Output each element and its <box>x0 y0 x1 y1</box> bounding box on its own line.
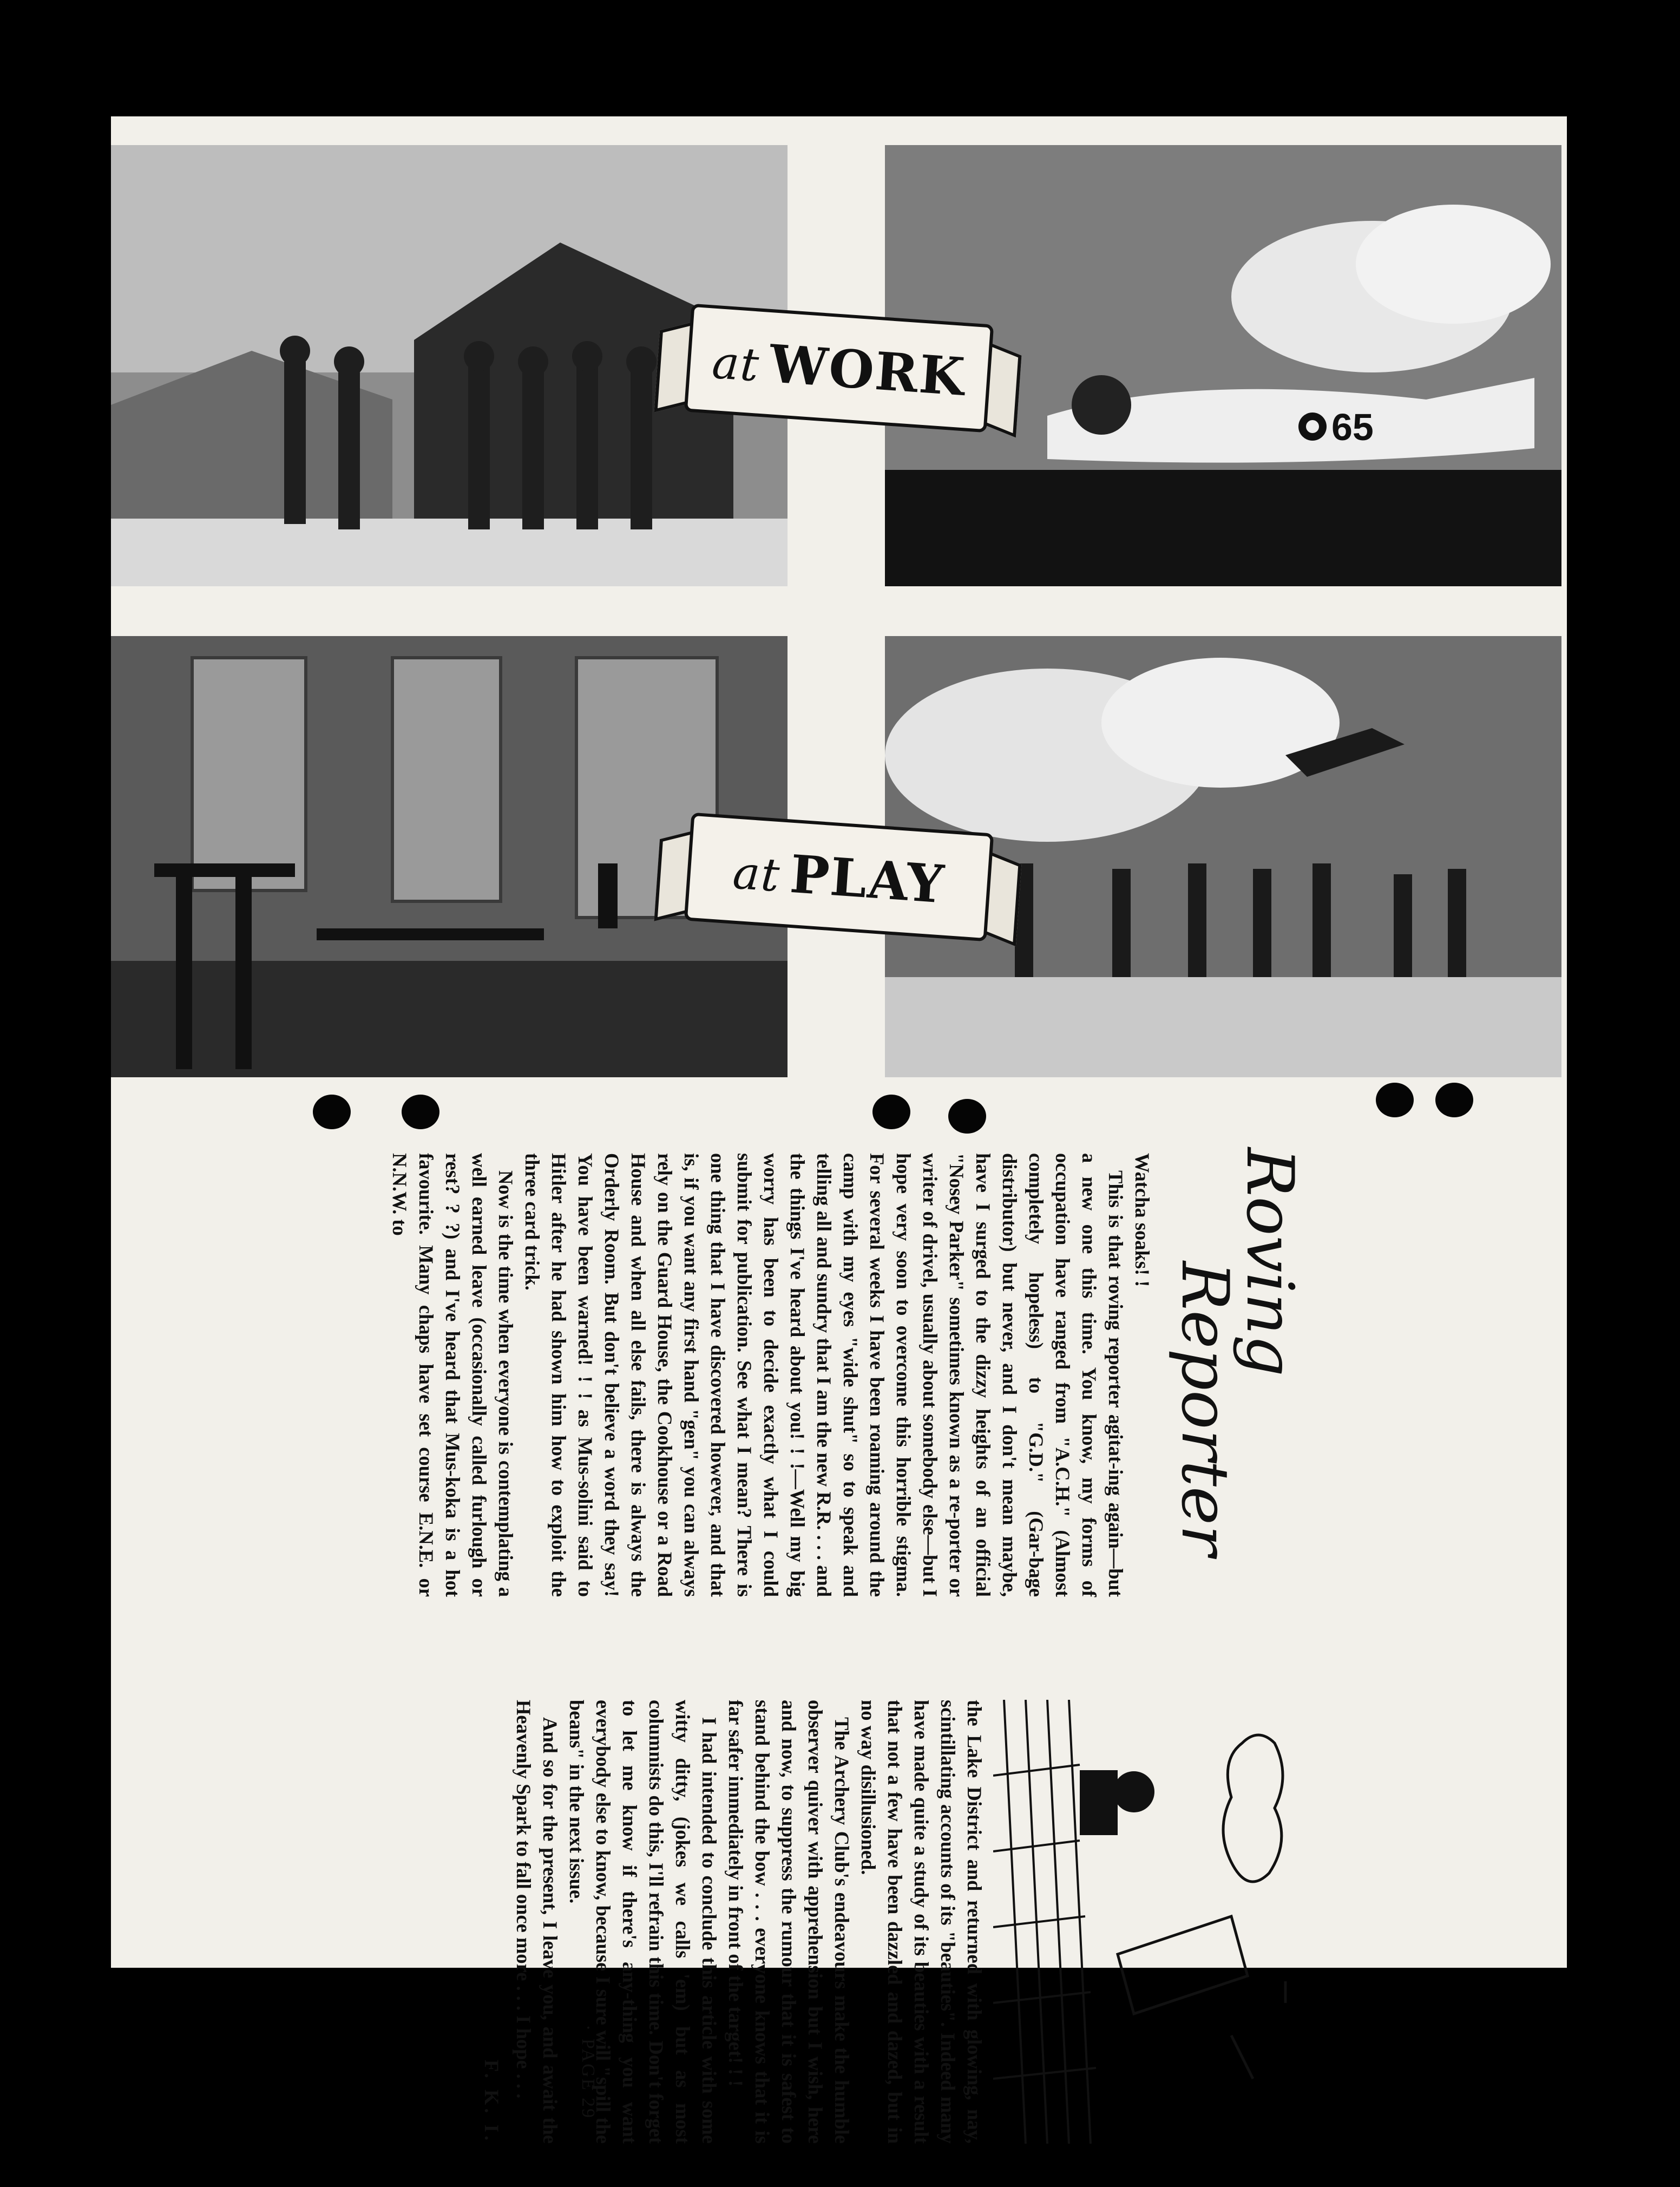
article-column-1 <box>386 1153 1156 1597</box>
banner-work-word: WORK <box>767 332 968 408</box>
binder-hole <box>872 1095 910 1129</box>
binder-hole <box>1435 1083 1473 1117</box>
banner-work-prefix: at <box>710 335 762 392</box>
paragraph: I had intended to conclude this article with some witty ditty, (jokes we calls 'em) but as most columnists do this, I'll refrain this time. Don't forget to let me know if there's any-thing you want everybody else to know, because I sure will "spill the beans" in the next issue. <box>566 1700 720 2144</box>
article-title-line1: Roving <box>1232 1148 1307 1377</box>
greeting: Watcha soaks! ! <box>1131 1153 1153 1287</box>
binder-hole <box>402 1095 439 1129</box>
author-signature: F. K. I. <box>481 2059 503 2144</box>
paragraph: This is that roving reporter agitat-ing again—but a new one this time. You know, my forms of occupation have ranged from "A.C.H." (Almost completely hopeless) to "G.D." (Gar-bage distributor) but never, and I don't mean maybe, have I surged to the dizzy heights of an official "Nosey Parker" sometimes known as a re-porter or writer of drivel, usually about somebody else—but I hope very soon to overcome this horrible stigma. For several weeks I have been roaming around the camp with my eyes "wide shut" so to speak and telling all and sundry that I am the new R.R. . . . and the things I've heard about you! ! !—Well my big worry has been to decide exactly what I could submit for publication. See what I mean? There is one thing that I have discovered however, and that is, if you want any first hand "gen" you can always rely on the Guard House, the Cookhouse or a Road House and when all else fails, there is always the Orderly Room. But don't believe a word they say! You have been warned! ! ! as Mus-solini said to Hitler after he had shown him how to exploit the three card trick. <box>521 1153 1127 1597</box>
article-column-2 <box>478 1700 1296 2144</box>
page-number: · PAGE 29 <box>578 2025 598 2119</box>
paragraph: the Lake District and returned with glowing, nay, scintillating accounts of its "beauties". Indeed many have made quite a study of its beauties with a result that not a few have been dazzled and dazed, but in no way disillusioned. <box>857 1700 986 2144</box>
banner-play-word: PLAY <box>788 843 947 915</box>
banner-play-prefix: at <box>731 845 783 902</box>
paragraph: Now is the time when everyone is contemplating a well earned leave (occasionally called furlough or rest? ? ?) and I've heard that Mus-koka is a hot favourite. Many chaps have set course E.N.E. or N.N.W. to <box>389 1153 517 1597</box>
banner-at-work <box>684 304 994 433</box>
paragraph: The Archery Club's endeavours make the humble observer quiver with apprehension but I wish, here and now, to suppress the rumour that it is safest to stand behind the bow . . . everyone knows that it is far safer immediately in front of the target! ! ! <box>725 1700 853 2144</box>
banner-at-play <box>684 813 994 942</box>
roving-reporter-article <box>389 1126 1307 2187</box>
rooftop-illustration <box>993 1700 1296 2144</box>
plane-number: 65 <box>1331 406 1374 448</box>
paragraph: And so for the present, I leave you, and await the Heavenly Spark to fall once more . . . I hope . . . <box>513 1700 561 2144</box>
article-title-line2: Reporter <box>1167 1261 1242 1556</box>
binder-hole <box>313 1095 351 1129</box>
binder-hole <box>1376 1083 1414 1117</box>
